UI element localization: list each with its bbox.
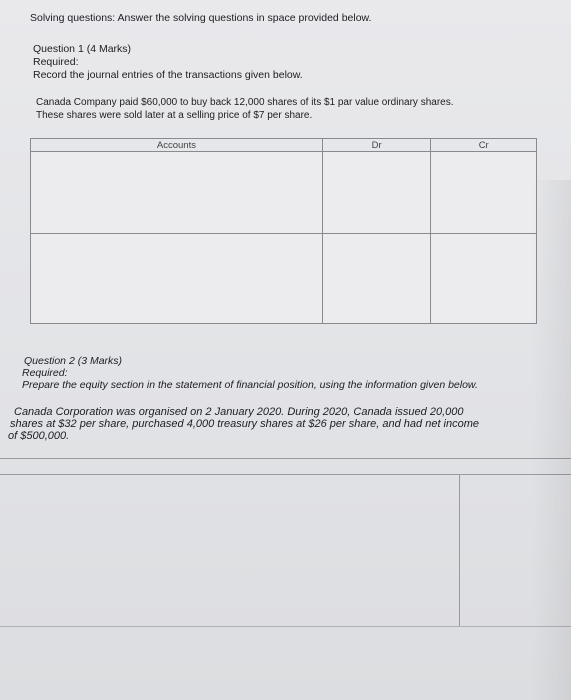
paper-shadow <box>531 180 571 700</box>
credit-cell[interactable] <box>431 152 537 234</box>
question2-body-line3: of $500,000. <box>8 430 70 442</box>
journal-header-row <box>31 139 537 152</box>
question1-task: Record the journal entries of the transactions given below. <box>33 69 303 81</box>
credit-header: Cr <box>431 139 537 152</box>
debit-cell[interactable] <box>322 234 431 324</box>
divider-line <box>0 474 571 475</box>
question2-body-line2: shares at $32 per share, purchased 4,000 treasury shares at $26 per share, and had net income <box>10 418 480 430</box>
question2-body-line1: Canada Corporation was organised on 2 January 2020. During 2020, Canada issued 20,000 <box>14 406 464 418</box>
question2-task: Prepare the equity section in the statement of financial position, using the information given below. <box>22 379 478 391</box>
debit-header: Dr <box>322 139 431 152</box>
equity-answer-area[interactable] <box>0 458 571 700</box>
question1-body-line2: These shares were sold later at a selling price of $7 per share. <box>36 110 313 121</box>
question1-title: Question 1 (4 Marks) <box>33 43 132 55</box>
credit-cell[interactable] <box>431 234 537 324</box>
journal-row <box>31 234 537 324</box>
journal-entry-table <box>30 138 537 324</box>
instruction-text: Solving questions: Answer the solving questions in space provided below. <box>30 12 372 24</box>
question2-required: Required: <box>22 367 68 379</box>
accounts-header: Accounts <box>31 139 323 152</box>
question1-required: Required: <box>33 56 79 68</box>
debit-cell[interactable] <box>322 152 431 234</box>
divider-line <box>0 458 571 459</box>
accounts-cell[interactable] <box>31 234 323 324</box>
column-divider <box>459 474 460 626</box>
journal-row <box>31 152 537 234</box>
question2-title: Question 2 (3 Marks) <box>24 355 123 367</box>
question1-body-line1: Canada Company paid $60,000 to buy back 12,000 shares of its $1 par value ordinary shares. <box>36 97 454 108</box>
divider-line <box>0 626 571 627</box>
accounts-cell[interactable] <box>31 152 323 234</box>
